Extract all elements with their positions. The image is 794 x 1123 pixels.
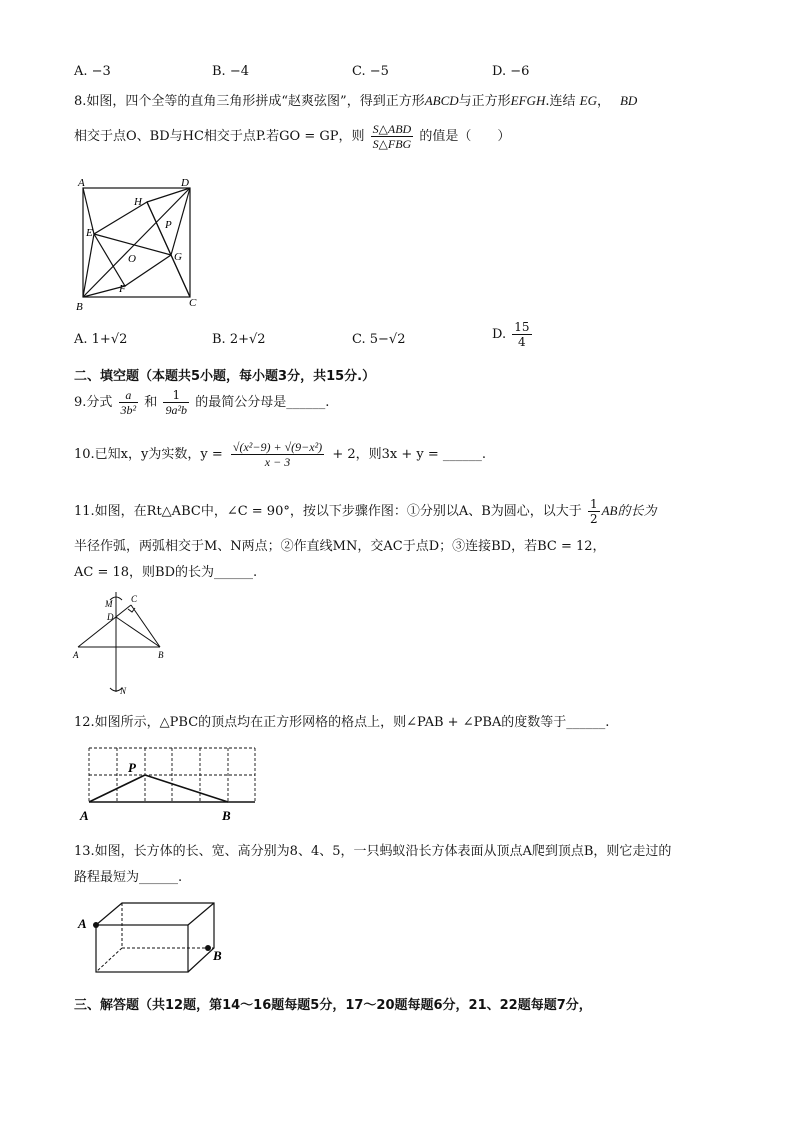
q12-label-a: A bbox=[80, 808, 89, 823]
q13-line1: 13.如图，长方体的长、宽、高分别为8、4、5，一只蚂蚁沿长方体表面从顶点A爬到顶点B，则它走过的 bbox=[74, 844, 672, 859]
q8-option-d: D. $\frac{15}{4}$ bbox=[492, 320, 530, 349]
q8-option-b: B. 2+√2 bbox=[212, 332, 266, 347]
q13-label-b: B bbox=[213, 948, 222, 963]
q12-text: 12.如图所示，△PBC的顶点均在正方形网格的格点上，则∠PAB + ∠PBA的度数等于______. bbox=[74, 715, 610, 730]
q8-label-g: G bbox=[174, 251, 182, 263]
q13-label-a: A bbox=[78, 916, 87, 931]
q8-label-a: A bbox=[78, 177, 85, 189]
q8-label-f: F bbox=[119, 283, 126, 295]
q8-label-c: C bbox=[189, 297, 197, 309]
q8-option-c: C. 5−√2 bbox=[352, 332, 406, 347]
q13-point-a bbox=[93, 922, 99, 928]
q11-line1: 11.如图，在Rt△ABC中，∠C = 90°，按以下步骤作图：①分别以A、B为圆心，以大于 $\frac{1}{2}$ AB的长为 bbox=[74, 497, 657, 526]
q11-triangle-figure bbox=[70, 588, 180, 698]
section-2-heading: 二、填空题（本题共5小题，每小题3分，共15分.） bbox=[74, 369, 376, 384]
q8-label-h: H bbox=[134, 196, 142, 208]
section-3-heading: 三、解答题（共12题，第14～16题每题5分，17～20题每题6分，21、22题每题7分， bbox=[74, 998, 592, 1013]
q11-label-d: D bbox=[107, 612, 114, 622]
q12-label-b: B bbox=[222, 808, 231, 823]
q7-option-b: B. −4 bbox=[212, 64, 249, 79]
q11-label-c: C bbox=[131, 594, 138, 604]
q7-option-d: D. −6 bbox=[492, 64, 530, 79]
q8-ratio-fraction: $\frac{\text{S△ABD}}{\text{S△FBG}}$ bbox=[372, 122, 412, 151]
q8-line1: 8.如图，四个全等的直角三角形拼成“赵爽弦图”，得到正方形ABCD与正方形EFGH.连结 EG， BD bbox=[74, 93, 638, 109]
q12-grid-figure bbox=[74, 745, 259, 823]
q9: 9.分式 $\frac{a}{\text{3b²}}$ 和 $\frac{1}{\text{9a²b}}$ 的最简公分母是______. bbox=[74, 388, 330, 417]
q8-label-p: P bbox=[165, 219, 172, 231]
q11-label-b: B bbox=[158, 650, 164, 660]
q11-label-m: M bbox=[105, 599, 113, 609]
q8-label-b: B bbox=[76, 301, 83, 312]
q11-label-n: N bbox=[120, 686, 127, 696]
q8-option-a: A. 1+√2 bbox=[74, 332, 128, 347]
q8-label-o: O bbox=[128, 253, 136, 265]
q12-label-p: P bbox=[128, 760, 136, 775]
q8-label-d: D bbox=[181, 177, 189, 189]
q11-label-a: A bbox=[73, 650, 79, 660]
q8-line2: 相交于点O、BD与HC相交于点P.若GO = GP，则 $\frac{\text{S△ABD}}{\text{S△FBG}}$ 的值是（ ） bbox=[74, 122, 511, 151]
q11-line3: AC = 18，则BD的长为______. bbox=[74, 565, 258, 580]
q13-line2: 路程最短为______. bbox=[74, 870, 183, 885]
q11-line2: 半径作弧，两弧相交于M、N两点；②作直线MN，交AC于点D；③连接BD，若BC = 12， bbox=[74, 539, 606, 554]
q7-option-c: C. −5 bbox=[352, 64, 389, 79]
q8-label-e: E bbox=[86, 227, 93, 239]
q7-option-a: A. −3 bbox=[74, 64, 111, 79]
q13-point-b bbox=[205, 945, 211, 951]
q8-zhao-shuang-figure bbox=[70, 176, 210, 312]
q13-cuboid-figure bbox=[74, 898, 234, 978]
q10: 10.已知x，y为实数，y = $\frac{\text{√(x²−9) + √(9−x²)}}{x - 3}$ + 2，则3x + y = ______. bbox=[74, 440, 487, 469]
